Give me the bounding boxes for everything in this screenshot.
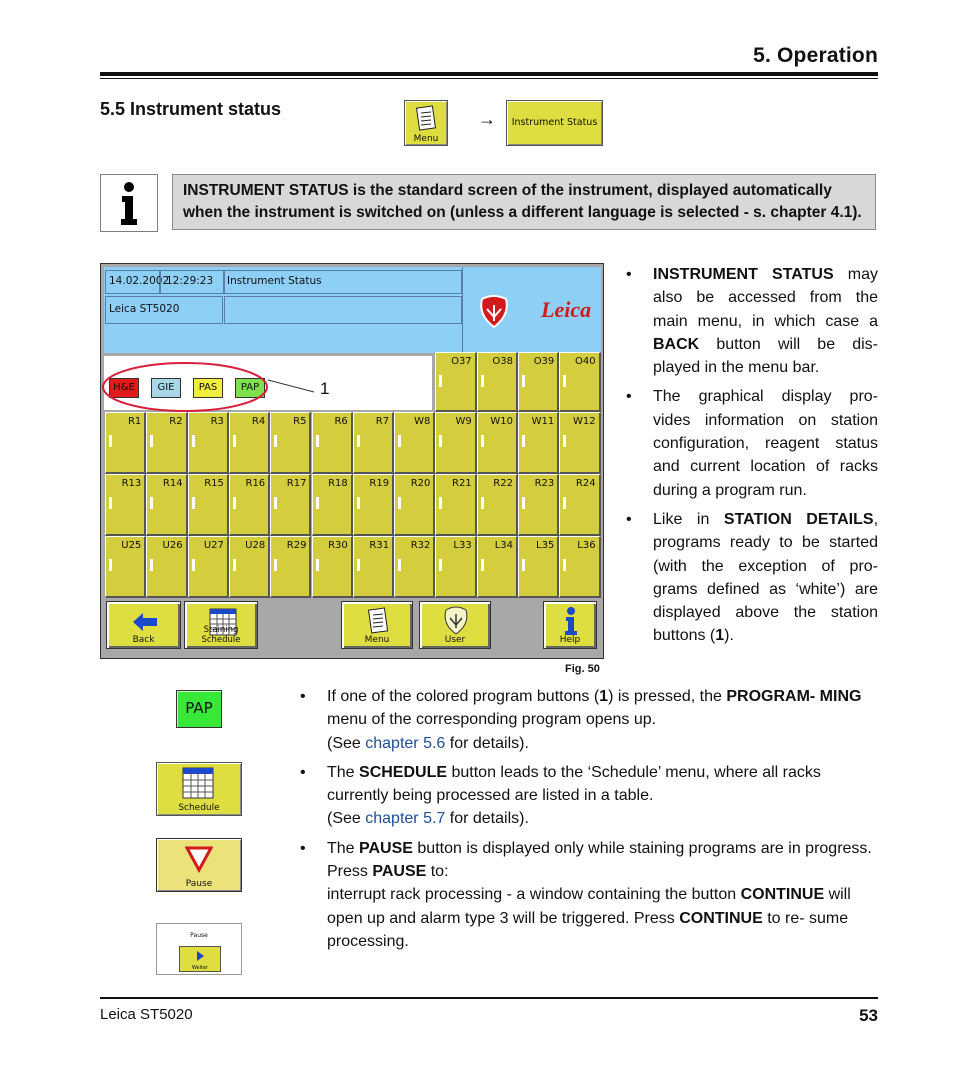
station-label: R17 (286, 478, 307, 489)
main-bullet-item: • The SCHEDULE button leads to the ‘Schedule’ menu, where all racks currently being processed are listed in a table. (See chapter 5.7 for details). (300, 761, 878, 831)
side-bullet-item: • The graphical display pro- vides information on station configuration, reagent status and current location of racks during a program run. (626, 385, 878, 501)
station-r22[interactable] (477, 474, 518, 536)
rack-marker (274, 497, 277, 509)
station-r31[interactable] (353, 536, 394, 598)
station-r5[interactable] (270, 412, 311, 474)
station-w8[interactable] (394, 412, 435, 474)
section-title: 5.5 Instrument status (100, 99, 282, 119)
rack-marker (109, 497, 112, 509)
station-label: W12 (572, 416, 596, 427)
station-label: O40 (574, 356, 596, 367)
station-r7[interactable] (353, 412, 394, 474)
figure-caption: Fig. 50 (565, 663, 600, 675)
station-label: R16 (245, 478, 266, 489)
rack-marker (316, 497, 319, 509)
station-r17[interactable] (270, 474, 311, 536)
station-label: O39 (533, 356, 555, 367)
instrument-status-nav-button (506, 100, 603, 146)
chapter-link[interactable]: chapter 5.6 (365, 734, 446, 752)
station-r29[interactable] (270, 536, 311, 598)
station-label: R22 (493, 478, 513, 489)
station-r16[interactable] (229, 474, 270, 536)
callout-ellipse (101, 354, 331, 414)
station-w11[interactable] (518, 412, 559, 474)
station-label: R5 (293, 416, 307, 427)
arrow-icon: → (478, 109, 496, 129)
help-label: Help (559, 635, 581, 645)
station-label: L34 (494, 540, 513, 551)
station-label: L35 (536, 540, 555, 551)
rack-marker (316, 435, 319, 447)
rack-marker (522, 435, 525, 447)
station-r23[interactable] (518, 474, 559, 536)
station-r3[interactable] (188, 412, 229, 474)
rack-marker (274, 559, 277, 571)
station-label: R6 (334, 416, 348, 427)
user-label: User (444, 635, 466, 645)
station-o39[interactable] (518, 352, 559, 412)
rack-marker (109, 559, 112, 571)
station-r4[interactable] (229, 412, 270, 474)
station-label: U25 (121, 540, 142, 551)
weiter-button-icon (179, 946, 221, 972)
pause-label: Pause (185, 879, 213, 889)
station-label: R20 (410, 478, 431, 489)
station-u28[interactable] (229, 536, 270, 598)
station-r6[interactable] (312, 412, 353, 474)
chapter-link[interactable]: chapter 5.7 (365, 810, 446, 828)
pause-dialog-icon (156, 923, 242, 975)
station-label: R1 (127, 416, 142, 427)
rack-marker (481, 435, 484, 447)
rack-marker (563, 497, 566, 509)
status-bar (104, 267, 600, 353)
info-icon-box (100, 174, 158, 232)
station-r24[interactable] (559, 474, 600, 536)
rack-marker (233, 559, 236, 571)
station-r14[interactable] (146, 474, 187, 536)
rack-marker (150, 497, 153, 509)
staining-schedule-button[interactable] (184, 601, 258, 649)
header-rule (100, 72, 878, 76)
station-r1[interactable] (105, 412, 146, 474)
menu-nav-label: Menu (413, 134, 439, 144)
station-label: R2 (169, 416, 183, 427)
rack-marker (481, 497, 484, 509)
station-l35[interactable] (518, 536, 559, 598)
rack-marker (233, 435, 236, 447)
station-label: U27 (203, 540, 224, 551)
pap-label: PAP (185, 699, 213, 717)
station-r30[interactable] (312, 536, 353, 598)
footer-product: Leica ST5020 (100, 1006, 193, 1023)
schedule-button-icon (156, 762, 242, 816)
station-label: R29 (286, 540, 307, 551)
help-button[interactable] (543, 601, 597, 649)
station-o38[interactable] (477, 352, 518, 412)
device-name: Leica ST5020 (109, 303, 180, 315)
menu-button[interactable] (341, 601, 413, 649)
rack-marker (481, 559, 484, 571)
rack-marker (398, 435, 401, 447)
rack-marker (563, 435, 566, 447)
callout-number: 1 (320, 379, 330, 398)
rack-marker (233, 497, 236, 509)
user-icon (440, 606, 472, 636)
rack-marker (109, 435, 112, 447)
rack-marker (357, 559, 360, 571)
station-r32[interactable] (394, 536, 435, 598)
station-r20[interactable] (394, 474, 435, 536)
program-button-gie[interactable]: GIE (151, 378, 181, 398)
rack-marker (150, 559, 153, 571)
side-bullet-item: • INSTRUMENT STATUS may also be accessed from the main menu, in which case a BACK button will be dis- played in the menu bar. (626, 263, 878, 379)
rack-marker (357, 497, 360, 509)
header-rule-thin (100, 78, 878, 79)
main-bullet-item: • If one of the colored program buttons (1) is pressed, the PROGRAM- MING menu of the corresponding program opens up. (See chapter 5.6 for details). (300, 685, 878, 755)
pap-program-button-icon (176, 690, 222, 728)
station-label: R18 (328, 478, 348, 489)
program-button-pap[interactable]: PAP (235, 378, 265, 398)
footer-rule (100, 997, 878, 999)
station-w9[interactable] (435, 412, 476, 474)
station-label: W9 (455, 416, 472, 427)
brand-logo: Leica (541, 297, 592, 322)
pause-button-icon (156, 838, 242, 892)
shield-logo-icon (476, 295, 512, 329)
rack-marker (439, 375, 442, 387)
station-r19[interactable] (353, 474, 394, 536)
staining-schedule-label: Staining Schedule (201, 625, 241, 645)
rack-marker (316, 559, 319, 571)
station-label: L33 (453, 540, 472, 551)
rack-marker (192, 559, 195, 571)
menu-icon (405, 103, 447, 133)
station-label: O38 (492, 356, 513, 367)
menu-nav-button (404, 100, 448, 146)
station-label: R4 (251, 416, 266, 427)
schedule-icon (182, 767, 214, 799)
chapter-title: 5. Operation (753, 44, 878, 67)
help-info-icon (562, 606, 580, 636)
program-button-he[interactable]: H&E (109, 378, 139, 398)
rack-marker (439, 435, 442, 447)
station-w10[interactable] (477, 412, 518, 474)
menu-icon (364, 606, 392, 636)
station-o37[interactable] (435, 352, 476, 412)
station-u27[interactable] (188, 536, 229, 598)
main-bullet-item: • The PAUSE button is displayed only while staining programs are in progress. Press PAUSE to: interrupt rack processing - a window containing the button CONTINUE will open up and alarm type 3 will be triggered. Press CONTINUE to re- sume processing. (300, 837, 878, 953)
station-label: L36 (577, 540, 596, 551)
rack-marker (192, 497, 195, 509)
rack-marker (150, 435, 153, 447)
station-r13[interactable] (105, 474, 146, 536)
screen-title: Instrument Status (227, 275, 322, 287)
main-bullet-list (300, 685, 878, 959)
rack-marker (481, 375, 484, 387)
pause-dialog-title: Pause (190, 932, 208, 939)
date-text: 14.02.2002 (109, 275, 170, 287)
instrument-status-nav-label: Instrument Status (511, 117, 598, 128)
menu-label: Menu (364, 635, 390, 645)
rack-marker (522, 497, 525, 509)
time-text: 12:29:23 (166, 275, 214, 287)
weiter-label: Weiter (191, 965, 209, 971)
station-u26[interactable] (146, 536, 187, 598)
station-label: R13 (121, 478, 142, 489)
station-r18[interactable] (312, 474, 353, 536)
instrument-screen (100, 263, 604, 659)
station-r2[interactable] (146, 412, 187, 474)
rack-marker (563, 559, 566, 571)
station-label: R3 (210, 416, 224, 427)
schedule-label: Schedule (178, 803, 220, 813)
user-button[interactable] (419, 601, 491, 649)
station-u25[interactable] (105, 536, 146, 598)
station-r21[interactable] (435, 474, 476, 536)
station-label: R14 (162, 478, 183, 489)
side-bullet-item: • Like in STATION DETAILS, programs ready to be started (with the exception of pro- grams defined as ‘white’) are displayed above the station buttons (1). (626, 508, 878, 648)
station-l34[interactable] (477, 536, 518, 598)
info-icon (101, 175, 157, 231)
rack-marker (522, 375, 525, 387)
rack-marker (522, 559, 525, 571)
station-label: R21 (452, 478, 472, 489)
station-label: U26 (162, 540, 183, 551)
rack-marker (398, 497, 401, 509)
info-note: INSTRUMENT STATUS is the standard screen of the instrument, displayed automatically when the instrument is switched on (unless a different language is selected - s. chapter 4.1). (172, 174, 876, 230)
station-label: W10 (490, 416, 513, 427)
station-w12[interactable] (559, 412, 600, 474)
rack-marker (439, 497, 442, 509)
rack-marker (439, 559, 442, 571)
page-number: 53 (859, 1006, 878, 1025)
rack-marker (357, 435, 360, 447)
rack-marker (563, 375, 566, 387)
station-label: U28 (245, 540, 266, 551)
program-button-pas[interactable]: PAS (193, 378, 223, 398)
station-label: R23 (534, 478, 555, 489)
station-label: W8 (414, 416, 431, 427)
station-l36[interactable] (559, 536, 600, 598)
play-icon (195, 950, 205, 962)
back-button[interactable] (106, 601, 181, 649)
rack-marker (274, 435, 277, 447)
station-o40[interactable] (559, 352, 600, 412)
rack-marker (398, 559, 401, 571)
station-label: R7 (375, 416, 390, 427)
pause-triangle-icon (185, 845, 213, 873)
back-label: Back (132, 635, 155, 645)
rack-marker (192, 435, 195, 447)
back-arrow-icon (131, 610, 159, 634)
station-label: R24 (575, 478, 596, 489)
station-r15[interactable] (188, 474, 229, 536)
station-label: R15 (204, 478, 224, 489)
side-bullet-list (626, 263, 878, 654)
station-label: W11 (531, 416, 555, 427)
station-label: R31 (369, 540, 390, 551)
station-label: R30 (328, 540, 348, 551)
station-label: R32 (410, 540, 431, 551)
station-l33[interactable] (435, 536, 476, 598)
station-label: O37 (451, 356, 472, 367)
station-label: R19 (369, 478, 390, 489)
